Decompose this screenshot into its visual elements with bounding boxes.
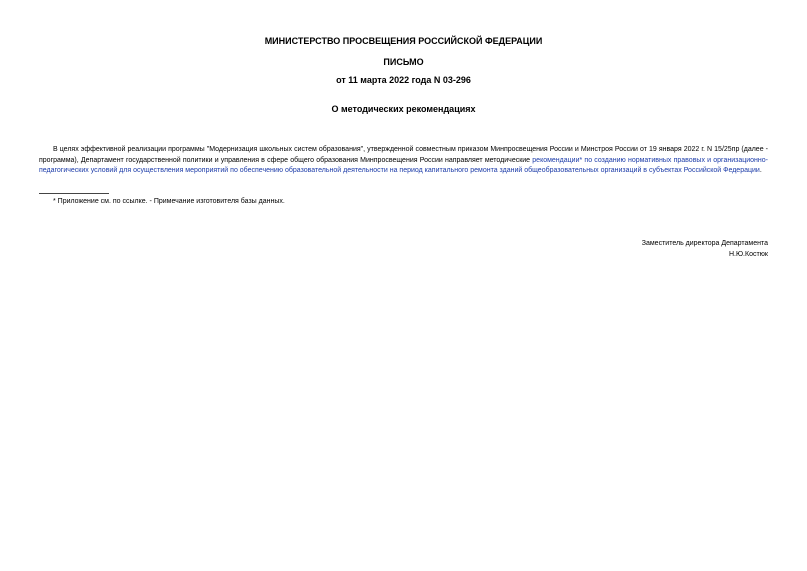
body-text-intro: В целях эффективной реализации программы "Модернизация школьных систем образования", утвержденной совместным приказом Минпросвещения России и Минстроя России от 19 января 2022 г. N 15/25пр (далее - программа), Департамент государственной политики и управления в сфере общего образования Минпросвещения России направляет методические (39, 146, 768, 164)
document-subject: О методических рекомендациях (331, 104, 476, 114)
footnote: * Приложение см. по ссылке. - Примечание изготовителя базы данных. (53, 198, 285, 205)
body-text-end: . (759, 167, 762, 175)
footnote-divider (39, 193, 109, 194)
signatory-position: Заместитель директора Департамента (641, 240, 768, 247)
ministry-title: МИНИСТЕРСТВО ПРОСВЕЩЕНИЯ РОССИЙСКОЙ ФЕДЕРАЦИИ (264, 36, 543, 46)
document-date-number: от 11 марта 2022 года N 03-296 (336, 75, 471, 85)
signatory-name: Н.Ю.Костюк (728, 251, 768, 258)
signature-block (642, 238, 768, 260)
document-type: ПИСЬМО (383, 57, 424, 67)
recommendations-link[interactable]: рекомендации* по созданию нормативных правовых и организационно-педагогических условий для осуществления мероприятий по обеспечению образовательной деятельности на период капитального ремонта зданий общеобразовательных организаций в субъектах Российской Федерации (39, 156, 768, 175)
body-paragraph (39, 145, 768, 177)
